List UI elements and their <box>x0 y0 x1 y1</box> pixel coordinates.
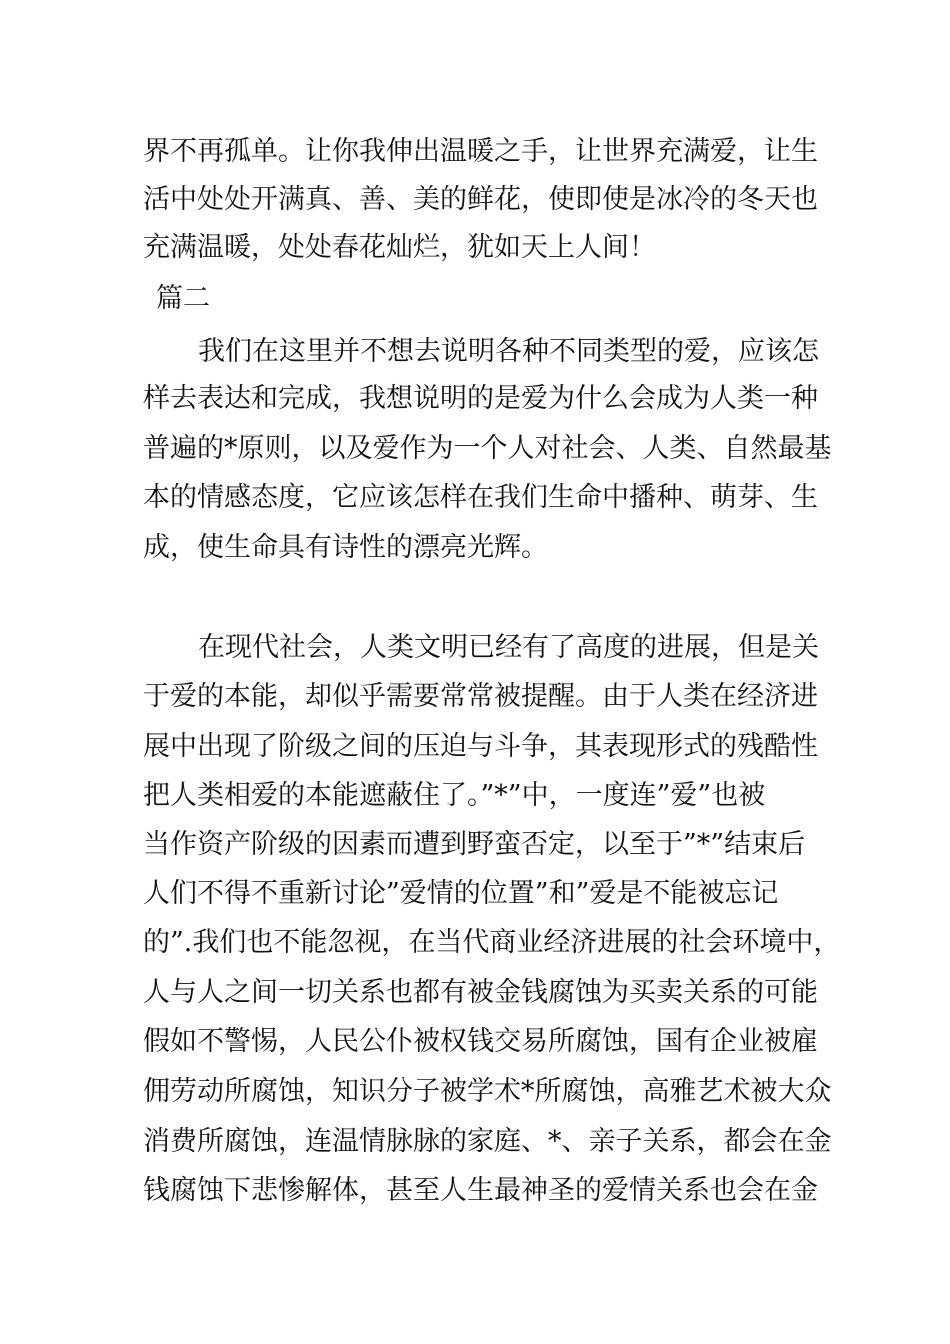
paragraph-line: 在现代社会，人类文明已经有了高度的进展，但是关 <box>198 632 819 663</box>
paragraph-line: 当作资产阶级的因素而遭到野蛮否定，以至于”*”结束后 <box>143 829 806 860</box>
paragraph-line: 普遍的*原则，以及爱作为一个人对社会、人类、自然最基 <box>143 433 832 464</box>
paragraph-line: 展中出现了阶级之间的压迫与斗争，其表现形式的残酷性 <box>143 731 818 762</box>
paragraph-line: 本的情感态度，它应该怎样在我们生命中播种、萌芽、生 <box>143 482 818 513</box>
paragraph-line: 界不再孤单。让你我伸出温暖之手，让世界充满爱，让生 <box>143 136 818 167</box>
paragraph-line: 样去表达和完成，我想说明的是爱为什么会成为人类一种 <box>143 383 818 414</box>
paragraph-line: 于爱的本能，却似乎需要常常被提醒。由于人类在经济进 <box>143 681 818 712</box>
paragraph-line: 活中处处开满真、善、美的鲜花，使即使是冰冷的冬天也 <box>143 184 818 215</box>
paragraph-line: 把人类相爱的本能遮蔽住了。”*”中，一度连”爱”也被 <box>143 780 766 811</box>
paragraph-line: 充满温暖，处处春花灿烂，犹如天上人间！ <box>143 232 656 263</box>
paragraph-line: 佣劳动所腐蚀，知识分子被学术*所腐蚀，高雅艺术被大众 <box>143 1076 832 1107</box>
paragraph-line: 我们在这里并不想去说明各种不同类型的爱，应该怎 <box>198 336 819 367</box>
paragraph-line: 的”.我们也不能忽视，在当代商业经济进展的社会环境中， <box>143 927 841 958</box>
paragraph-line: 假如不警惕，人民公仆被权钱交易所腐蚀，国有企业被雇 <box>143 1026 818 1057</box>
paragraph-line: 成，使生命具有诗性的漂亮光辉。 <box>143 532 548 563</box>
section-heading: 篇二 <box>156 283 210 314</box>
paragraph-line: 人与人之间一切关系也都有被金钱腐蚀为买卖关系的可能 <box>143 977 818 1008</box>
paragraph-line: 消费所腐蚀，连温情脉脉的家庭、*、亲子关系，都会在金 <box>143 1126 832 1157</box>
paragraph-line: 钱腐蚀下悲惨解体，甚至人生最神圣的爱情关系也会在金 <box>143 1175 818 1206</box>
paragraph-line: 人们不得不重新讨论”爱情的位置”和”爱是不能被忘记 <box>143 878 779 909</box>
